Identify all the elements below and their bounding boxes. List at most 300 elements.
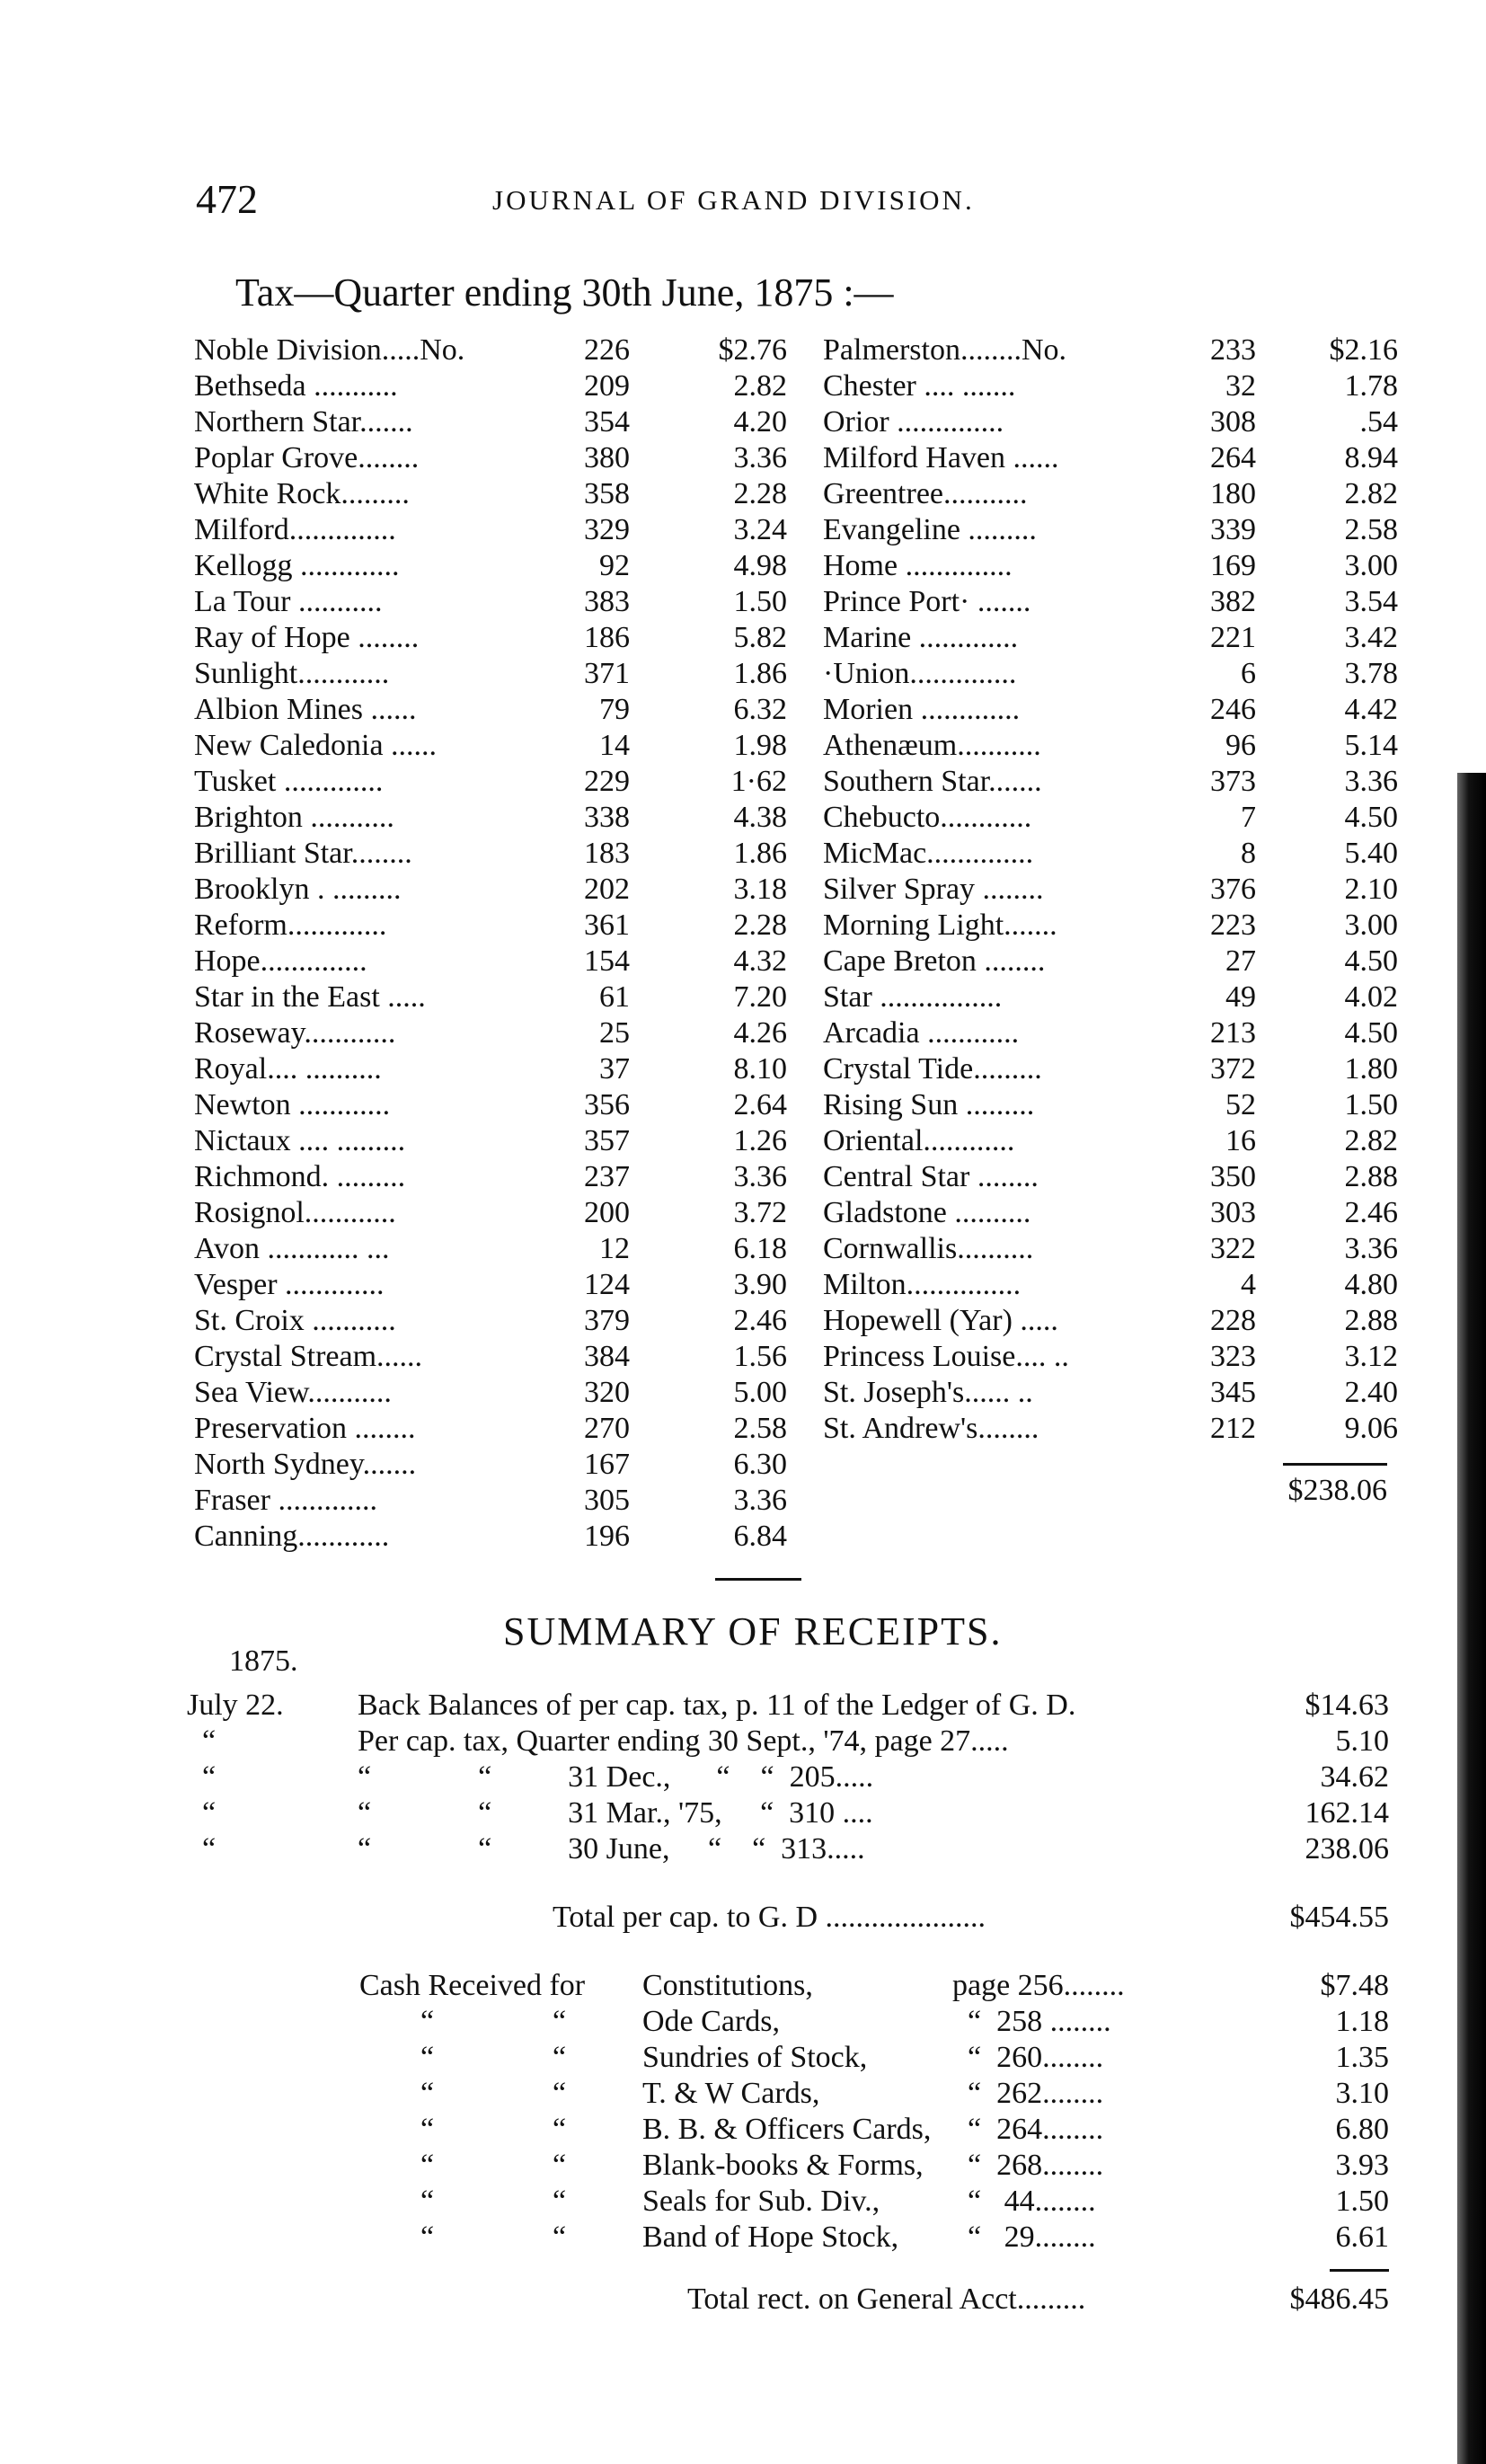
division-name: Morien ............. bbox=[823, 693, 1021, 726]
division-row bbox=[823, 1123, 1398, 1159]
tax-amount: 1.56 bbox=[733, 1340, 787, 1373]
tax-amount: 2.28 bbox=[733, 477, 787, 510]
total-rule bbox=[1330, 2269, 1389, 2272]
division-name: Athenæum........... bbox=[823, 729, 1041, 762]
section-title: Tax—Quarter ending 30th June, 1875 :— bbox=[235, 270, 894, 315]
division-name: Rising Sun ......... bbox=[823, 1088, 1035, 1121]
division-name: Crystal Tide......... bbox=[823, 1052, 1042, 1086]
division-number: 180 bbox=[1210, 477, 1256, 510]
division-row bbox=[823, 548, 1398, 584]
tax-amount: 1.78 bbox=[1344, 369, 1398, 403]
division-row bbox=[194, 979, 787, 1015]
division-row bbox=[194, 908, 787, 944]
cash-ditto: “ bbox=[553, 2113, 567, 2146]
division-name: Newton ............ bbox=[194, 1088, 391, 1121]
division-name: Chebucto............ bbox=[823, 801, 1032, 834]
division-name: Princess Louise.... .. bbox=[823, 1340, 1069, 1373]
division-name: Arcadia ............ bbox=[823, 1016, 1020, 1050]
division-row bbox=[823, 656, 1398, 692]
cash-row bbox=[359, 2112, 1389, 2148]
receipts-table bbox=[187, 1688, 1389, 1867]
division-row bbox=[823, 404, 1398, 440]
receipt-description: “ “ 31 Dec., “ “ 205..... bbox=[358, 1760, 874, 1794]
division-name: Star ................ bbox=[823, 980, 1003, 1014]
division-number: 270 bbox=[584, 1412, 630, 1445]
division-number: 14 bbox=[599, 729, 630, 762]
cash-source: “ bbox=[359, 2185, 435, 2218]
division-name: Avon ............ ... bbox=[194, 1232, 390, 1265]
division-row bbox=[194, 1339, 787, 1375]
division-number: 32 bbox=[1225, 369, 1256, 403]
division-row bbox=[194, 836, 787, 872]
tax-amount: 1.86 bbox=[733, 837, 787, 870]
division-number: 213 bbox=[1210, 1016, 1256, 1050]
division-row bbox=[823, 836, 1398, 872]
division-number: 52 bbox=[1225, 1088, 1256, 1121]
division-number: 338 bbox=[584, 801, 630, 834]
cash-page: “ 268........ bbox=[952, 2149, 1104, 2182]
division-row bbox=[823, 908, 1398, 944]
summary-year: 1875. bbox=[229, 1644, 298, 1678]
tax-amount: 1.50 bbox=[1344, 1088, 1398, 1121]
cash-page: “ 262........ bbox=[952, 2077, 1104, 2110]
division-row bbox=[194, 332, 787, 368]
division-row bbox=[194, 800, 787, 836]
division-row bbox=[194, 512, 787, 548]
tax-amount: 4.38 bbox=[733, 801, 787, 834]
tax-amount: 3.78 bbox=[1344, 657, 1398, 690]
cash-row bbox=[359, 2184, 1389, 2220]
division-row bbox=[823, 1231, 1398, 1267]
tax-amount: 1.26 bbox=[733, 1124, 787, 1157]
division-row bbox=[194, 1519, 787, 1555]
tax-amount: 2.46 bbox=[733, 1304, 787, 1337]
tax-amount: 5.82 bbox=[733, 621, 787, 654]
division-name: Central Star ........ bbox=[823, 1160, 1039, 1193]
division-name: St. Croix ........... bbox=[194, 1304, 396, 1337]
tax-amount: 6.84 bbox=[733, 1520, 787, 1553]
tax-amount: 4.50 bbox=[1344, 801, 1398, 834]
total-per-cap bbox=[553, 1901, 1389, 1935]
division-number: 209 bbox=[584, 369, 630, 403]
division-number: 246 bbox=[1210, 693, 1256, 726]
division-number: 226 bbox=[584, 333, 630, 367]
cash-source: “ bbox=[359, 2041, 435, 2074]
tax-amount: 2.64 bbox=[733, 1088, 787, 1121]
cash-item: Seals for Sub. Div., bbox=[642, 2185, 880, 2218]
division-row bbox=[823, 1339, 1398, 1375]
division-number: 12 bbox=[599, 1232, 630, 1265]
division-name: New Caledonia ...... bbox=[194, 729, 438, 762]
cash-ditto: “ bbox=[553, 2220, 567, 2254]
division-row bbox=[823, 1159, 1398, 1195]
division-name: Oriental............ bbox=[823, 1124, 1015, 1157]
division-name: Tusket ............. bbox=[194, 765, 384, 798]
division-row bbox=[823, 1375, 1398, 1411]
division-number: 79 bbox=[599, 693, 630, 726]
division-number: 96 bbox=[1225, 729, 1256, 762]
cash-page: “ 44........ bbox=[952, 2185, 1096, 2218]
scan-edge-shadow bbox=[1457, 773, 1486, 2464]
division-name: Richmond. ......... bbox=[194, 1160, 406, 1193]
division-number: 61 bbox=[599, 980, 630, 1014]
division-name: Sunlight............ bbox=[194, 657, 390, 690]
division-number: 379 bbox=[584, 1304, 630, 1337]
division-row bbox=[194, 1483, 787, 1519]
cash-row bbox=[359, 2076, 1389, 2112]
division-number: 229 bbox=[584, 765, 630, 798]
division-number: 384 bbox=[584, 1340, 630, 1373]
division-number: 212 bbox=[1210, 1412, 1256, 1445]
division-name: Home .............. bbox=[823, 549, 1013, 582]
division-number: 27 bbox=[1225, 944, 1256, 978]
tax-amount: 1.98 bbox=[733, 729, 787, 762]
division-number: 339 bbox=[1210, 513, 1256, 546]
tax-amount: .54 bbox=[1359, 405, 1398, 439]
tax-amount: 9.06 bbox=[1344, 1412, 1398, 1445]
division-number: 196 bbox=[584, 1520, 630, 1553]
tax-amount: 4.26 bbox=[733, 1016, 787, 1050]
division-number: 308 bbox=[1210, 405, 1256, 439]
division-number: 264 bbox=[1210, 441, 1256, 474]
cash-amount: 1.50 bbox=[1335, 2185, 1389, 2218]
division-number: 354 bbox=[584, 405, 630, 439]
tax-amount: 2.58 bbox=[1344, 513, 1398, 546]
division-row bbox=[823, 872, 1398, 908]
cash-page: “ 258 ........ bbox=[952, 2005, 1111, 2038]
division-number: 223 bbox=[1210, 908, 1256, 942]
division-name: Milford.............. bbox=[194, 513, 396, 546]
division-row bbox=[823, 800, 1398, 836]
division-number: 350 bbox=[1210, 1160, 1256, 1193]
division-number: 169 bbox=[1210, 549, 1256, 582]
division-row bbox=[194, 1231, 787, 1267]
tax-amount: 8.10 bbox=[733, 1052, 787, 1086]
tax-amount: 2.40 bbox=[1344, 1376, 1398, 1409]
division-number: 358 bbox=[584, 477, 630, 510]
division-number: 373 bbox=[1210, 765, 1256, 798]
total-general-label: Total rect. on General Acct......... bbox=[687, 2282, 1086, 2316]
division-name: Palmerston........No. bbox=[823, 333, 1067, 367]
division-name: Chester .... ....... bbox=[823, 369, 1016, 403]
tax-amount: 4.50 bbox=[1344, 944, 1398, 978]
tax-amount: 3.12 bbox=[1344, 1340, 1398, 1373]
receipt-description: Per cap. tax, Quarter ending 30 Sept., '74, page 27..... bbox=[358, 1724, 1009, 1758]
division-row bbox=[823, 1303, 1398, 1339]
division-name: Fraser ............. bbox=[194, 1484, 377, 1517]
receipt-description: “ “ 30 June, “ “ 313..... bbox=[358, 1832, 865, 1866]
tax-amount: 3.00 bbox=[1344, 908, 1398, 942]
division-name: Crystal Stream...... bbox=[194, 1340, 423, 1373]
division-name: MicMac.............. bbox=[823, 837, 1034, 870]
receipt-amount: 162.14 bbox=[1305, 1796, 1389, 1830]
cash-amount: $7.48 bbox=[1320, 1969, 1389, 2002]
cash-page: “ 29........ bbox=[952, 2220, 1096, 2254]
division-name: Poplar Grove........ bbox=[194, 441, 420, 474]
division-row bbox=[823, 944, 1398, 979]
division-name: Vesper ............. bbox=[194, 1268, 385, 1301]
cash-row bbox=[359, 2148, 1389, 2184]
division-number: 49 bbox=[1225, 980, 1256, 1014]
tax-amount: $2.16 bbox=[1329, 333, 1398, 367]
tax-amount: 4.20 bbox=[733, 405, 787, 439]
tax-amount: 1.86 bbox=[733, 657, 787, 690]
division-row bbox=[194, 692, 787, 728]
division-row bbox=[194, 584, 787, 620]
division-name: Albion Mines ...... bbox=[194, 693, 417, 726]
division-row bbox=[194, 728, 787, 764]
cash-item: Blank-books & Forms, bbox=[642, 2149, 924, 2182]
tax-amount: 4.02 bbox=[1344, 980, 1398, 1014]
division-name: Silver Spray ........ bbox=[823, 873, 1044, 906]
division-row bbox=[194, 1447, 787, 1483]
tax-amount: 3.90 bbox=[733, 1268, 787, 1301]
section-divider bbox=[715, 1578, 801, 1581]
division-number: 320 bbox=[584, 1376, 630, 1409]
cash-source: “ bbox=[359, 2005, 435, 2038]
tax-amount: 2.58 bbox=[733, 1412, 787, 1445]
division-name: Bethseda ........... bbox=[194, 369, 398, 403]
division-name: Cape Breton ........ bbox=[823, 944, 1046, 978]
tax-amount: 3.00 bbox=[1344, 549, 1398, 582]
tax-amount: 4.98 bbox=[733, 549, 787, 582]
division-row bbox=[823, 1195, 1398, 1231]
division-row bbox=[194, 476, 787, 512]
division-row bbox=[194, 548, 787, 584]
tax-amount: 2.82 bbox=[1344, 1124, 1398, 1157]
tax-amount: 4.50 bbox=[1344, 1016, 1398, 1050]
division-number: 154 bbox=[584, 944, 630, 978]
tax-amount: 8.94 bbox=[1344, 441, 1398, 474]
division-name: Southern Star....... bbox=[823, 765, 1042, 798]
tax-amount: 3.36 bbox=[1344, 1232, 1398, 1265]
division-row bbox=[823, 1051, 1398, 1087]
receipt-row bbox=[187, 1688, 1389, 1724]
division-number: 16 bbox=[1225, 1124, 1256, 1157]
division-name: Royal.... .......... bbox=[194, 1052, 382, 1086]
cash-amount: 6.61 bbox=[1335, 2220, 1389, 2254]
division-name: Morning Light....... bbox=[823, 908, 1057, 942]
division-row bbox=[194, 1303, 787, 1339]
division-number: 200 bbox=[584, 1196, 630, 1229]
division-number: 237 bbox=[584, 1160, 630, 1193]
division-row bbox=[194, 872, 787, 908]
cash-amount: 1.35 bbox=[1335, 2041, 1389, 2074]
division-row bbox=[194, 944, 787, 979]
tax-amount: 5.40 bbox=[1344, 837, 1398, 870]
division-row bbox=[194, 1375, 787, 1411]
division-name: Brilliant Star........ bbox=[194, 837, 412, 870]
division-name: Hope.............. bbox=[194, 944, 367, 978]
receipt-date: July 22. bbox=[187, 1688, 284, 1722]
tax-amount: 2.88 bbox=[1344, 1160, 1398, 1193]
division-name: Preservation ........ bbox=[194, 1412, 416, 1445]
division-number: 357 bbox=[584, 1124, 630, 1157]
division-name: Nictaux .... ......... bbox=[194, 1124, 406, 1157]
tax-amount: 4.80 bbox=[1344, 1268, 1398, 1301]
page-header bbox=[196, 175, 1103, 229]
division-number: 305 bbox=[584, 1484, 630, 1517]
tax-amount: 5.00 bbox=[733, 1376, 787, 1409]
division-name: Ray of Hope ........ bbox=[194, 621, 420, 654]
division-name: Hopewell (Yar) ..... bbox=[823, 1304, 1058, 1337]
receipt-amount: 238.06 bbox=[1305, 1832, 1389, 1866]
cash-ditto: “ bbox=[553, 2005, 567, 2038]
division-name: Sea View........... bbox=[194, 1376, 392, 1409]
division-name: Gladstone .......... bbox=[823, 1196, 1031, 1229]
cash-amount: 6.80 bbox=[1335, 2113, 1389, 2146]
division-number: 303 bbox=[1210, 1196, 1256, 1229]
cash-source: “ bbox=[359, 2149, 435, 2182]
tax-amount: 6.18 bbox=[733, 1232, 787, 1265]
tax-amount: 2.88 bbox=[1344, 1304, 1398, 1337]
receipt-date: “ bbox=[187, 1832, 217, 1866]
division-number: 371 bbox=[584, 657, 630, 690]
cash-source: “ bbox=[359, 2220, 435, 2254]
division-number: 329 bbox=[584, 513, 630, 546]
division-number: 322 bbox=[1210, 1232, 1256, 1265]
tax-table-right bbox=[823, 332, 1398, 1447]
division-name: Marine ............. bbox=[823, 621, 1019, 654]
division-number: 345 bbox=[1210, 1376, 1256, 1409]
division-name: Evangeline ......... bbox=[823, 513, 1037, 546]
cash-page: “ 260........ bbox=[952, 2041, 1104, 2074]
cash-amount: 1.18 bbox=[1335, 2005, 1389, 2038]
division-row bbox=[823, 368, 1398, 404]
division-name: Brooklyn . ......... bbox=[194, 873, 402, 906]
division-number: 356 bbox=[584, 1088, 630, 1121]
division-row bbox=[194, 404, 787, 440]
division-name: Northern Star....... bbox=[194, 405, 413, 439]
division-name: White Rock......... bbox=[194, 477, 410, 510]
division-row bbox=[823, 1015, 1398, 1051]
division-number: 228 bbox=[1210, 1304, 1256, 1337]
receipt-description: Back Balances of per cap. tax, p. 11 of the Ledger of G. D. bbox=[358, 1688, 1076, 1722]
tax-amount: 3.72 bbox=[733, 1196, 787, 1229]
division-name: Canning............ bbox=[194, 1520, 390, 1553]
division-number: 92 bbox=[599, 549, 630, 582]
cash-item: Ode Cards, bbox=[642, 2005, 780, 2038]
cash-row bbox=[359, 2004, 1389, 2040]
division-row bbox=[823, 620, 1398, 656]
cash-item: Constitutions, bbox=[642, 1969, 813, 2002]
tax-amount: 4.42 bbox=[1344, 693, 1398, 726]
division-number: 383 bbox=[584, 585, 630, 618]
division-row bbox=[194, 1087, 787, 1123]
division-name: Reform............. bbox=[194, 908, 387, 942]
tax-amount: 3.54 bbox=[1344, 585, 1398, 618]
division-row bbox=[194, 764, 787, 800]
division-name: La Tour ........... bbox=[194, 585, 383, 618]
cash-item: Band of Hope Stock, bbox=[642, 2220, 899, 2254]
total-per-cap-amount: $454.55 bbox=[1289, 1901, 1389, 1934]
division-row bbox=[823, 979, 1398, 1015]
total-general-account bbox=[687, 2282, 1389, 2317]
division-number: 186 bbox=[584, 621, 630, 654]
division-number: 124 bbox=[584, 1268, 630, 1301]
cash-ditto: “ bbox=[553, 2077, 567, 2110]
cash-row bbox=[359, 1968, 1389, 2004]
division-number: 183 bbox=[584, 837, 630, 870]
division-row bbox=[823, 332, 1398, 368]
division-row bbox=[823, 728, 1398, 764]
receipt-amount: $14.63 bbox=[1305, 1688, 1389, 1722]
tax-amount: 3.24 bbox=[733, 513, 787, 546]
division-number: 25 bbox=[599, 1016, 630, 1050]
division-number: 202 bbox=[584, 873, 630, 906]
tax-amount: 3.36 bbox=[733, 1484, 787, 1517]
division-row bbox=[194, 1159, 787, 1195]
division-name: ·Union.............. bbox=[823, 657, 1017, 690]
division-row bbox=[194, 656, 787, 692]
cash-received-table bbox=[359, 1968, 1389, 2256]
division-row bbox=[823, 440, 1398, 476]
division-number: 233 bbox=[1210, 333, 1256, 367]
cash-ditto: “ bbox=[553, 2041, 567, 2074]
cash-page: “ 264........ bbox=[952, 2113, 1104, 2146]
division-row bbox=[194, 1267, 787, 1303]
cash-item: T. & W Cards, bbox=[642, 2077, 820, 2110]
division-row bbox=[194, 1123, 787, 1159]
total-rule bbox=[1283, 1463, 1387, 1466]
division-number: 380 bbox=[584, 441, 630, 474]
tax-amount: 4.32 bbox=[733, 944, 787, 978]
running-title: JOURNAL OF GRAND DIVISION. bbox=[492, 184, 975, 216]
cash-ditto: “ bbox=[553, 2185, 567, 2218]
division-row bbox=[823, 1267, 1398, 1303]
cash-item: B. B. & Officers Cards, bbox=[642, 2113, 932, 2146]
cash-row bbox=[359, 2220, 1389, 2256]
receipt-description: “ “ 31 Mar., '75, “ 310 .... bbox=[358, 1796, 873, 1830]
division-name: Milton............... bbox=[823, 1268, 1022, 1301]
tax-amount: 1·62 bbox=[730, 765, 787, 798]
division-row bbox=[823, 512, 1398, 548]
cash-amount: 3.93 bbox=[1335, 2149, 1389, 2182]
division-name: Star in the East ..... bbox=[194, 980, 426, 1014]
page-number: 472 bbox=[196, 176, 258, 222]
tax-amount: 3.36 bbox=[733, 1160, 787, 1193]
division-name: Prince Port· ....... bbox=[823, 585, 1031, 618]
receipt-amount: 5.10 bbox=[1335, 1724, 1389, 1758]
division-number: 37 bbox=[599, 1052, 630, 1086]
tax-amount: 2.82 bbox=[733, 369, 787, 403]
division-number: 4 bbox=[1241, 1268, 1256, 1301]
tax-amount: 2.46 bbox=[1344, 1196, 1398, 1229]
tax-amount: 6.30 bbox=[733, 1448, 787, 1481]
receipt-row bbox=[187, 1831, 1389, 1867]
cash-amount: 3.10 bbox=[1335, 2077, 1389, 2110]
tax-amount: 3.42 bbox=[1344, 621, 1398, 654]
division-row bbox=[194, 368, 787, 404]
division-number: 382 bbox=[1210, 585, 1256, 618]
division-row bbox=[823, 476, 1398, 512]
division-row bbox=[823, 692, 1398, 728]
division-name: Milford Haven ...... bbox=[823, 441, 1059, 474]
division-number: 8 bbox=[1241, 837, 1256, 870]
tax-amount: 6.32 bbox=[733, 693, 787, 726]
division-name: Roseway............ bbox=[194, 1016, 396, 1050]
total-per-cap-label: Total per cap. to G. D ..................... bbox=[553, 1901, 986, 1934]
tax-amount: 2.10 bbox=[1344, 873, 1398, 906]
division-row bbox=[194, 620, 787, 656]
division-number: 376 bbox=[1210, 873, 1256, 906]
receipt-date: “ bbox=[187, 1760, 217, 1794]
tax-amount: 2.28 bbox=[733, 908, 787, 942]
division-number: 6 bbox=[1241, 657, 1256, 690]
division-row bbox=[194, 1051, 787, 1087]
tax-amount: 2.82 bbox=[1344, 477, 1398, 510]
tax-amount: 7.20 bbox=[733, 980, 787, 1014]
